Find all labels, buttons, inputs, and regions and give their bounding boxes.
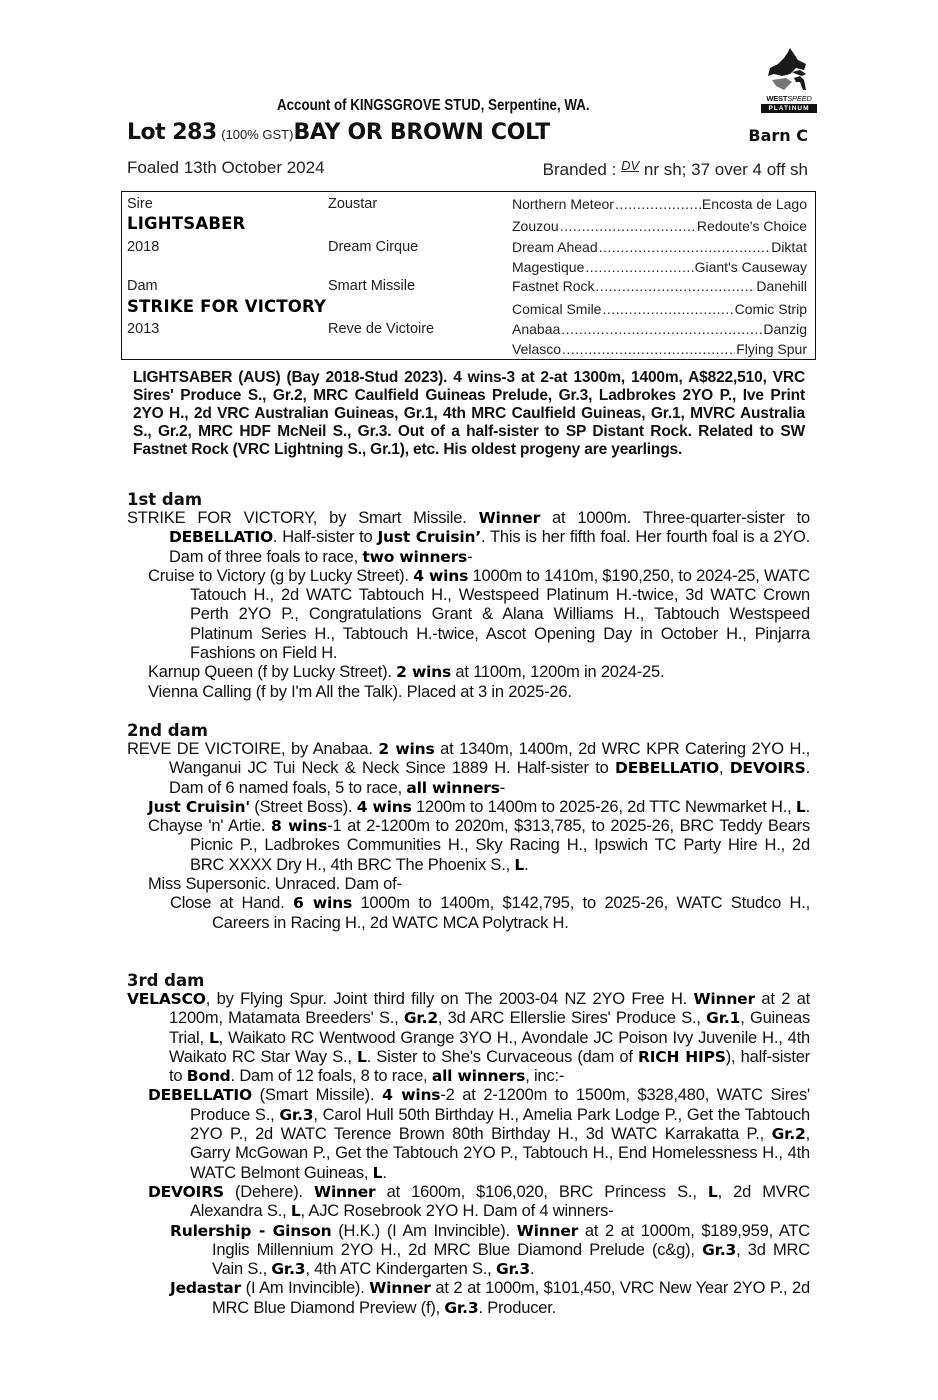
vendor-account: Account of KINGSGROVE STUD, Serpentine, WA.	[277, 97, 590, 114]
progeny-entry: Miss Supersonic. Unraced. Dam of-	[148, 875, 402, 894]
sire-name: LIGHTSABER	[127, 214, 246, 233]
gst-note: (100% GST)	[221, 127, 294, 142]
section-title: 1st dam	[127, 490, 203, 509]
progeny-entry: Cruise to Victory (g by Lucky Street). 4 wins 1000m to 1410m, $190,250, to 2024-25, WATC Tatouch H., 2d WATC Tabtouch H., Westspeed Platinum H.-twice, 3d WATC Crown Perth 2YO P., Congratulations Grant & Alana Williams H., Tabtouch Westspeed Platinum Series H., Tabtouch H.-twice, Ascot Opening Day in October H., Pinjarra Fashions on Field H.	[148, 566, 810, 663]
branded-detail: nr sh; 37 over 4 off sh	[643, 160, 808, 179]
section-body	[127, 740, 810, 933]
third-gen-row: Velasco ..... Flying Spur	[512, 340, 807, 358]
dam-sire: Smart Missile	[328, 278, 416, 294]
third-gen-row: Magestique ..... Giant's Causeway	[512, 258, 807, 276]
sire-dam: Dream Cirque	[328, 239, 419, 255]
progeny-entry: Jedastar (I Am Invincible). Winner at 2 at 1000m, $101,450, VRC New Year 2YO P., 2d MRC Blue Diamond Preview (f), Gr.3. Producer.	[170, 1279, 810, 1317]
sire-summary: LIGHTSABER (AUS) (Bay 2018-Stud 2023). 4 wins-3 at 2-at 1300m, 1400m, A$822,510, VRC Sires' Produce S., Gr.2, MRC Caulfield Guineas Prelude, Gr.3, Ladbrokes 2YO P., Ive Print 2YO H., 2d VRC Australian Guineas, Gr.1, 4th MRC Caulfield Guineas, Gr.1, MVRC Australia S., Gr.2, MRC HDF McNeil S., Gr.3. Out of a half-sister to SP Distant Rock. Related to SW Fastnet Rock (VRC Lightning S., Gr.1), etc. His oldest progeny are yearlings.	[133, 369, 805, 458]
dam-label: Dam	[127, 278, 158, 294]
progeny-entry: Just Cruisin' (Street Boss). 4 wins 1200m to 1400m to 2025-26, 2d TTC Newmarket H., L.	[148, 797, 810, 816]
westspeed-platinum-logo	[760, 46, 818, 116]
foaling-and-brand	[127, 158, 810, 178]
branded-label: Branded :	[542, 160, 617, 179]
foaled-date: Foaled 13th October 2024	[127, 158, 325, 177]
third-gen-row: Anabaa ..... Danzig	[512, 320, 807, 338]
dam-entry: STRIKE FOR VICTORY, by Smart Missile. Winner at 1000m. Three-quarter-sister to DEBELLATIO. Half-sister to Just Cruisin’. This is her fifth foal. Her fourth foal is a 2YO. Dam of three foals to race, two winners-	[127, 509, 811, 566]
horse-silhouette-icon	[760, 46, 818, 94]
third-gen-row: Comical Smile ..... Comic Strip	[512, 300, 807, 318]
progeny-entry: Vienna Calling (f by I'm All the Talk). Placed at 3 in 2025-26.	[148, 682, 572, 701]
brand-info	[543, 158, 808, 180]
first-dam-section	[127, 490, 810, 702]
brand-mark-icon: DV	[621, 158, 640, 173]
sire-label: Sire	[127, 196, 153, 212]
section-title: 3rd dam	[127, 971, 205, 990]
lot-heading	[127, 120, 810, 150]
dam-entry: VELASCO, by Flying Spur. Joint third filly on The 2003-04 NZ 2YO Free H. Winner at 2 at 1200m, Matamata Breeders' S., Gr.2, 3d ARC Ellerslie Sires' Produce S., Gr.1, Guineas Trial, L, Waikato RC Wentwood Grange 3YO H., Avondale JC Poison Ivy Juvenile H., 4th Waikato RC Star Way S., L. Sister to She's Curvaceous (dam of RICH HIPS), half-sister to Bond. Dam of 12 foals, 8 to race, all winners, inc:-	[127, 990, 810, 1086]
progeny-entry: Rulership - Ginson (H.K.) (I Am Invincible). Winner at 2 at 1000m, $189,959, ATC Inglis Millennium 2YO H., 2d MRC Blue Diamond Prelude (c&g), Gr.3, 3d MRC Vain S., Gr.3, 4th ATC Kindergarten S., Gr.3.	[170, 1221, 811, 1279]
sire-year: 2018	[127, 239, 160, 255]
second-dam-section	[127, 721, 810, 933]
logo-badge: PLATINUM	[761, 104, 817, 113]
third-gen-row: Northern Meteor ..... Encosta de Lago	[512, 195, 807, 213]
section-body	[127, 509, 810, 702]
section-body	[127, 990, 810, 1318]
progeny-entry: DEBELLATIO (Smart Missile). 4 wins-2 at 2-1200m to 1500m, $328,480, WATC Sires' Produce S., Gr.3, Carol Hull 50th Birthday H., Amelia Park Lodge P., Get the Tabtouch 2YO P., 2d WATC Terence Brown 80th Birthday H., 3d WATC Karrakatta P., Gr.2, Garry McGowan P., Get the Tabtouch 2YO P., Tabtouch H., End Homelessness H., 4th WATC Belmont Guineas, L.	[148, 1086, 811, 1182]
dam-year: 2013	[127, 321, 160, 337]
section-title: 2nd dam	[127, 721, 208, 740]
third-gen-row: Dream Ahead ..... Diktat	[512, 238, 807, 256]
sire-sire: Zoustar	[328, 196, 378, 212]
third-dam-section	[127, 971, 810, 1318]
progeny-entry: Chayse 'n' Artie. 8 wins-1 at 2-1200m to 2020m, $313,785, to 2025-26, BRC Teddy Bears Picnic P., Ladbrokes Communities H., Sky Racing H., Ipswich TC Party Hire H., 2d BRC XXXX Dry H., 4th BRC The Phoenix S., L.	[148, 817, 811, 874]
progeny-entry: Close at Hand. 6 wins 1000m to 1400m, $142,795, to 2025-26, WATC Studco H., Careers in Racing H., 2d WATC MCA Polytrack H.	[170, 894, 811, 932]
dam-entry: REVE DE VICTOIRE, by Anabaa. 2 wins at 1340m, 1400m, 2d WRC KPR Catering 2YO H., Wanganui JC Tui Neck & Neck Since 1889 H. Half-sister to DEBELLATIO, DEVOIRS. Dam of 6 named foals, 5 to race, all winners-	[127, 740, 810, 797]
horse-description: BAY OR BROWN COLT	[293, 120, 550, 145]
progeny-entry: DEVOIRS (Dehere). Winner at 1600m, $106,020, BRC Princess S., L, 2d MVRC Alexandra S., L, AJC Rosebrook 2YO H. Dam of 4 winners-	[148, 1182, 810, 1221]
logo-wordmark: WESTSPEED	[766, 94, 812, 103]
progeny-entry: Karnup Queen (f by Lucky Street). 2 wins at 1100m, 1200m in 2024-25.	[148, 663, 665, 682]
pedigree-table	[121, 191, 816, 360]
third-gen-row: Zouzou ..... Redoute's Choice	[512, 217, 807, 235]
third-gen-row: Fastnet Rock ..... Danehill	[512, 277, 807, 295]
dam-dam: Reve de Victoire	[328, 321, 435, 337]
lot-number: Lot 283	[127, 120, 217, 145]
barn-location: Barn C	[748, 126, 808, 145]
dam-name: STRIKE FOR VICTORY	[127, 297, 327, 316]
